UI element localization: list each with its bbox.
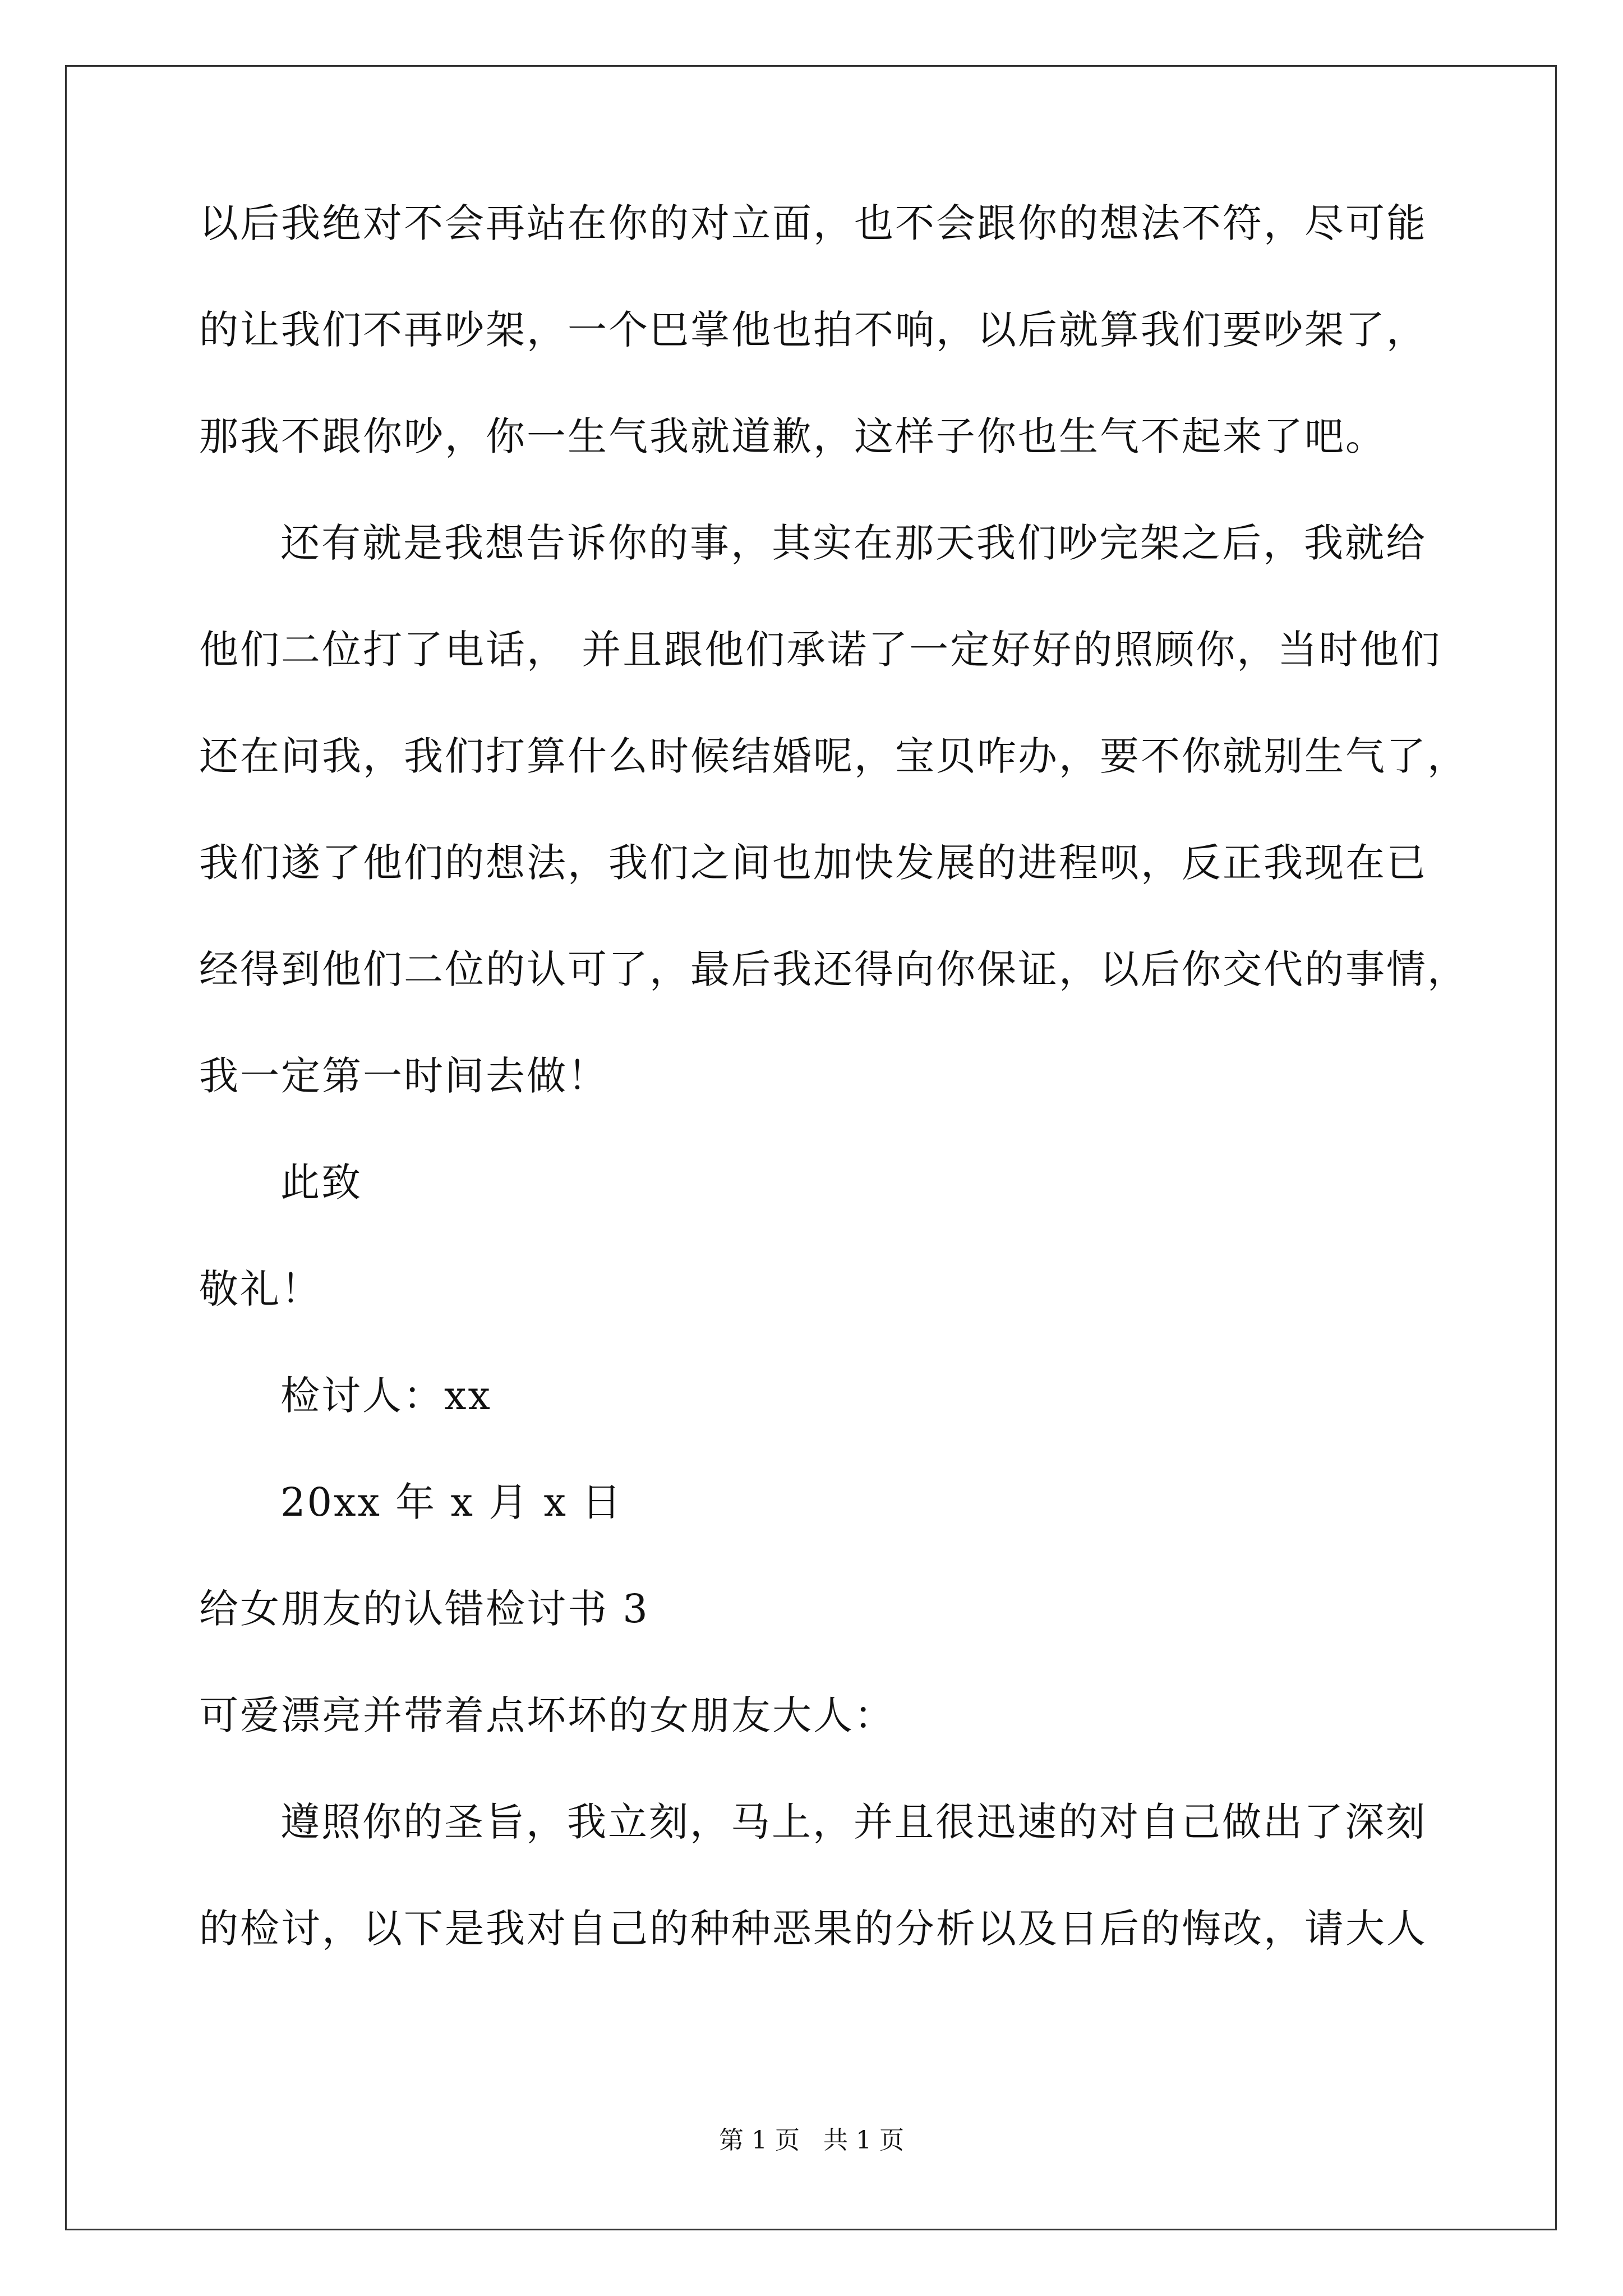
signature-line: 检讨人：xx bbox=[280, 1373, 492, 1419]
paragraph-line: 还有就是我想告诉你的事，其实在那天我们吵完架之后，我就给 bbox=[280, 520, 1427, 566]
paragraph-line: 我们遂了他们的想法，我们之间也加快发展的进程呗，反正我现在已 bbox=[199, 840, 1427, 886]
greeting-line: 可爱漂亮并带着点坏坏的女朋友大人： bbox=[199, 1692, 895, 1738]
paragraph-line: 我一定第一时间去做！ bbox=[199, 1053, 608, 1099]
closing-regards: 敬礼！ bbox=[199, 1266, 322, 1312]
paragraph-line: 的检讨，以下是我对自己的种种恶果的分析以及日后的悔改，请大人 bbox=[199, 1906, 1427, 1952]
paragraph-line: 的让我们不再吵架，一个巴掌他也拍不响，以后就算我们要吵架了， bbox=[199, 307, 1427, 353]
paragraph-line: 还在问我，我们打算什么时候结婚呢，宝贝咋办，要不你就别生气了， bbox=[199, 733, 1468, 779]
paragraph-line: 遵照你的圣旨，我立刻，马上，并且很迅速的对自己做出了深刻 bbox=[280, 1799, 1427, 1845]
paragraph-line: 以后我绝对不会再站在你的对立面，也不会跟你的想法不符，尽可能 bbox=[199, 200, 1427, 246]
paragraph-line: 他们二位打了电话， 并且跟他们承诺了一定好好的照顾你，当时他们 bbox=[199, 627, 1442, 673]
section-title: 给女朋友的认错检讨书 3 bbox=[199, 1586, 649, 1632]
closing-salutation: 此致 bbox=[280, 1159, 362, 1205]
paragraph-line: 经得到他们二位的认可了，最后我还得向你保证，以后你交代的事情， bbox=[199, 946, 1468, 992]
paragraph-line: 那我不跟你吵，你一生气我就道歉，这样子你也生气不起来了吧。 bbox=[199, 413, 1386, 459]
date-line: 20xx 年 x 月 x 日 bbox=[280, 1479, 623, 1525]
page-footer: 第 1 页 共 1 页 bbox=[719, 2126, 904, 2155]
